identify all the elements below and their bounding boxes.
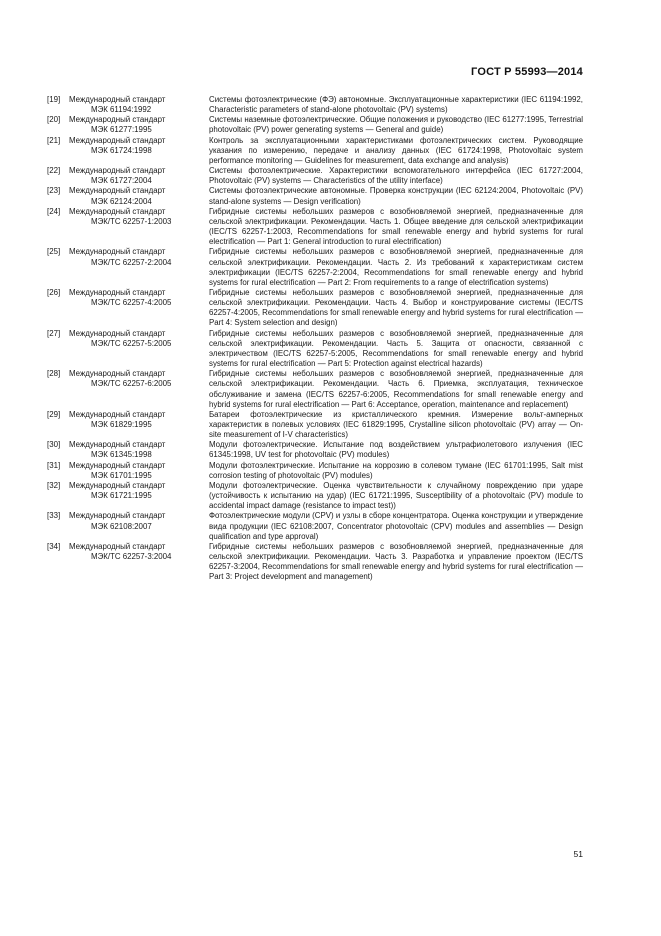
reference-description: Гибридные системы небольших размеров с возобновляемой энергией, предназначенные для сельской электрификации. Рекомендации. Часть 5. Защита от опасности, связанной с электричеством (IEC/TS 62257-5:2005, Recommendations for small renewable energy and hybrid systems for rural electrification — Part 5: Protection against electrical hazards) [209,328,583,369]
reference-standard [69,329,209,349]
standard-code: МЭК 61194:1992 [91,105,152,115]
standard-code: МЭК 61345:1998 [91,450,152,460]
standard-type: Международный стандарт [69,115,166,125]
reference-entry [47,542,583,583]
reference-number: [23] [47,186,61,196]
standard-type: Международный стандарт [69,460,166,470]
reference-entry [47,115,583,135]
reference-entry [47,95,583,115]
reference-number: [33] [47,511,61,521]
reference-entry [47,461,583,481]
standard-code: МЭК 62108:2007 [91,521,152,531]
reference-number: [26] [47,287,61,297]
reference-standard [69,481,209,501]
reference-standard [69,440,209,460]
reference-description: Модули фотоэлектрические. Оценка чувствительности к случайному повреждению при ударе (устойчивость к испытанию на удар) (IEC 61721:1995, Susceptibility of a photovoltaic (PV) module to accidental impact damage (resistance to impact test)) [209,480,583,511]
reference-description: Модули фотоэлектрические. Испытание на коррозию в солевом тумане (IEC 61701:1995, Salt mist corrosion testing of photovoltaic (PV) modules) [209,460,583,480]
reference-description: Гибридные системы небольших размеров с возобновляемой энергией, предназначенные для сельской электрификации. Рекомендации. Часть 3. Разработка и управление проектом (IEC/TS 62257-3:2004, Recommendations for small renewable energy and hybrid systems for rural electrification — Part 3: Project development and management) [209,541,583,582]
reference-number: [34] [47,541,61,551]
reference-description: Системы фотоэлектрические. Характеристики вспомогательного интерфейса (IEC 61727:2004, Photovoltaic (PV) systems — Characteristics of the utility interface) [209,166,583,186]
standard-type: Международный стандарт [69,328,166,338]
page-number: 51 [573,849,583,859]
reference-number: [25] [47,247,61,257]
reference-number: [19] [47,95,61,104]
standard-code: МЭК 61829:1995 [91,420,152,429]
standard-code: МЭК/ТС 62257-3:2004 [91,552,172,562]
standard-code: МЭК 61724:1998 [91,145,152,155]
reference-number: [31] [47,460,61,470]
standard-code: МЭК/ТС 62257-2:2004 [91,257,172,267]
standard-type: Международный стандарт [69,541,166,551]
reference-description: Системы наземные фотоэлектрические. Общие положения и руководство (IEC 61277:1995, Terrestrial photovoltaic (PV) power generating systems — General and guide) [209,115,583,135]
reference-standard [69,247,209,267]
reference-standard [69,186,209,206]
reference-entry [47,247,583,288]
standard-type: Международный стандарт [69,287,166,297]
reference-description: Системы фотоэлектрические автономные. Проверка конструкции (IEC 62124:2004, Photovoltaic (PV) stand-alone systems — Design verification) [209,186,583,206]
standard-code: МЭК 61277:1995 [91,125,152,135]
reference-number: [24] [47,206,61,216]
reference-entry [47,207,583,248]
standard-type: Международный стандарт [69,206,166,216]
standard-code: МЭК 61701:1995 [91,470,152,480]
reference-number: [27] [47,328,61,338]
reference-standard [69,207,209,227]
standard-type: Международный стандарт [69,166,166,176]
reference-number: [22] [47,166,61,176]
reference-entry [47,410,583,440]
reference-number: [28] [47,369,61,379]
reference-standard [69,288,209,308]
standard-type: Международный стандарт [69,247,166,257]
reference-description: Гибридные системы небольших размеров с возобновляемой энергией, предназначенные для сельской электрификации. Рекомендации. Часть 2. Из требований к характеристикам систем электрификации (IEC/TS 62257-2:2004, Recommendations for small renewable energy and hybrid systems for rural electrification — Part 2: From requirements to a range of electrification systems) [209,247,583,287]
reference-number: [30] [47,440,61,450]
reference-standard [69,95,209,115]
standard-type: Международный стандарт [69,409,166,419]
standard-code: МЭК/ТС 62257-5:2005 [91,338,172,348]
reference-entry [47,166,583,186]
standard-type: Международный стандарт [69,186,166,196]
reference-entry [47,369,583,410]
reference-number: [21] [47,135,61,145]
reference-entry [47,186,583,206]
reference-entry [47,136,583,166]
reference-entry [47,511,583,541]
reference-standard [69,115,209,135]
reference-entry [47,288,583,329]
standard-type: Международный стандарт [69,135,166,145]
reference-standard [69,166,209,186]
reference-standard [69,511,209,531]
reference-number: [20] [47,115,61,125]
reference-description: Гибридные системы небольших размеров с возобновляемой энергией, предназначенные для сельской электрификации. Рекомендации. Часть 4. Выбор и конструирование системы (IEC/TS 62257-4:2005, Recommendations for small renewable energy and hybrid systems for rural electrification — Part 4: System selection and design) [209,287,583,328]
reference-number: [29] [47,409,61,419]
standard-code: МЭК 62124:2004 [91,196,152,206]
standard-code: МЭК/ТС 62257-4:2005 [91,298,172,308]
reference-entry [47,481,583,511]
bibliography-list [47,95,583,583]
standard-type: Международный стандарт [69,369,166,379]
reference-standard [69,369,209,389]
reference-standard [69,461,209,481]
standard-type: Международный стандарт [69,511,166,521]
standard-code: МЭК 61727:2004 [91,176,152,186]
reference-entry [47,440,583,460]
standard-code: МЭК/ТС 62257-1:2003 [91,216,172,226]
reference-description: Батареи фотоэлектрические из кристаллического кремния. Измерение вольт-амперных характеристик в полевых условиях (IEC 61829:1995, Crystalline silicon photovoltaic (PV) array — On-site measurement of I-V characteristics) [209,409,583,440]
reference-entry [47,329,583,370]
reference-standard [69,410,209,430]
standard-code: МЭК/ТС 62257-6:2005 [91,379,172,389]
reference-description: Гибридные системы небольших размеров с возобновляемой энергией, предназначенные для сельской электрификации. Рекомендации. Часть 1. Общее введение для сельской электрификации (IEC/TS 62257-1:2003, Recommendations for small renewable energy and hybrid systems for rural electrification — Part 1: General introduction to rural electrification) [209,206,583,247]
reference-number: [32] [47,480,61,490]
reference-description: Модули фотоэлектрические. Испытание под воздействием ультрафиолетового излучения (IEC 61345:1998, UV test for photovoltaic (PV) modules) [209,440,583,460]
standard-type: Международный стандарт [69,440,166,450]
reference-standard [69,542,209,562]
reference-description: Гибридные системы небольших размеров с возобновляемой энергией, предназначенные для сельской электрификации. Рекомендации. Часть 6. Приемка, эксплуатация, техническое обслуживание и замена (IEC/TS 62257-6:2005, Recommendations for small renewable energy and hybrid systems for rural electrification — Part 6: Acceptance, operation, maintenance and replacement) [209,369,583,409]
document-header: ГОСТ Р 55993—2014 [471,66,583,78]
reference-description: Контроль за эксплуатационными характеристиками фотоэлектрических систем. Руководящие указания по измерению, передаче и анализу данных (IEC 61724:1998, Photovoltaic system performance monitoring — Guidelines for measurement, data exchange and analysis) [209,135,583,165]
reference-description: Фотоэлектрические модули (CPV) и узлы в сборе концентратора. Оценка конструкции и утверждение вида продукции (IEC 62108:2007, Concentrator photovoltaic (CPV) modules and assemblies — Design qualification and type approval) [209,511,583,541]
reference-standard [69,136,209,156]
standard-type: Международный стандарт [69,480,166,490]
standard-code: МЭК 61721:1995 [91,491,152,501]
reference-description: Системы фотоэлектрические (ФЭ) автономные. Эксплуатационные характеристики (IEC 61194:1992, Characteristic parameters of stand-alone photovoltaic (PV) systems) [209,95,583,115]
standard-type: Международный стандарт [69,95,166,104]
